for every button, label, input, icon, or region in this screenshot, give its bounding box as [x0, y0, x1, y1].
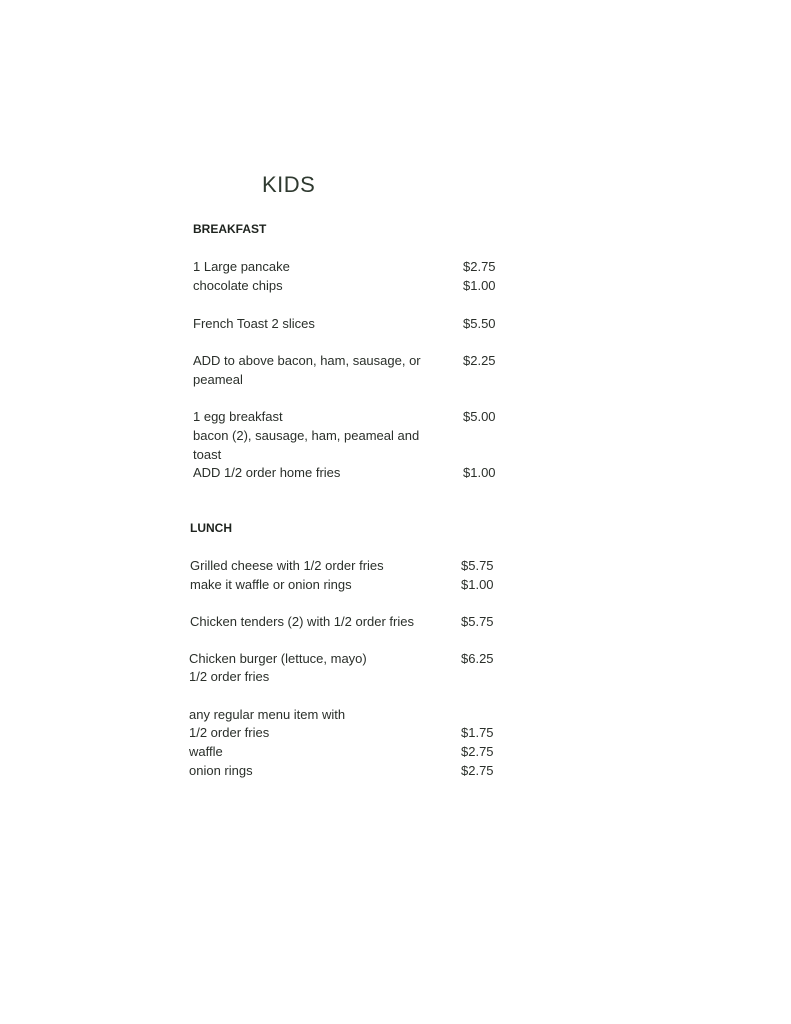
- menu-item-text: waffle: [189, 744, 223, 759]
- menu-item-text: Grilled cheese with 1/2 order fries: [190, 558, 384, 573]
- menu-item-price: $1.75: [461, 725, 494, 740]
- menu-item-price: $2.75: [461, 763, 494, 778]
- menu-item-text: 1/2 order fries: [189, 669, 270, 684]
- menu-item-text: 1 Large pancake: [193, 259, 290, 274]
- menu-item-text: Chicken burger (lettuce, mayo): [189, 651, 367, 666]
- menu-item-price: $1.00: [463, 465, 496, 480]
- menu-item-text: ADD to above bacon, ham, sausage, or peameal: [193, 353, 421, 387]
- menu-item-price: $5.00: [463, 409, 496, 424]
- menu-item-text: 1 egg breakfast: [193, 409, 283, 424]
- menu-item-text: make it waffle or onion rings: [190, 577, 352, 592]
- menu-item-price: $5.75: [461, 614, 494, 629]
- section-heading-lunch: LUNCH: [190, 521, 232, 535]
- menu-item-text: onion rings: [189, 763, 253, 778]
- menu-item-price: $5.75: [461, 558, 494, 573]
- menu-item-price: $2.75: [461, 744, 494, 759]
- menu-item-text: bacon (2), sausage, ham, peameal and toast: [193, 428, 420, 462]
- page-title: KIDS: [262, 172, 316, 197]
- menu-item-price: $1.00: [461, 577, 494, 592]
- menu-item-text: Chicken tenders (2) with 1/2 order fries: [190, 614, 414, 629]
- menu-item-text: ADD 1/2 order home fries: [193, 465, 341, 480]
- menu-item-price: $6.25: [461, 651, 494, 666]
- section-heading-breakfast: BREAKFAST: [193, 222, 267, 236]
- menu-item-text: any regular menu item with: [189, 707, 346, 722]
- menu-item-price: $2.75: [463, 259, 496, 274]
- menu-item-text: 1/2 order fries: [189, 725, 270, 740]
- menu-item-price: $5.50: [463, 316, 496, 331]
- menu-item-price: $2.25: [463, 353, 496, 368]
- menu-item-text: French Toast 2 slices: [193, 316, 315, 331]
- menu-item-price: $1.00: [463, 278, 496, 293]
- menu-item-text: chocolate chips: [193, 278, 283, 293]
